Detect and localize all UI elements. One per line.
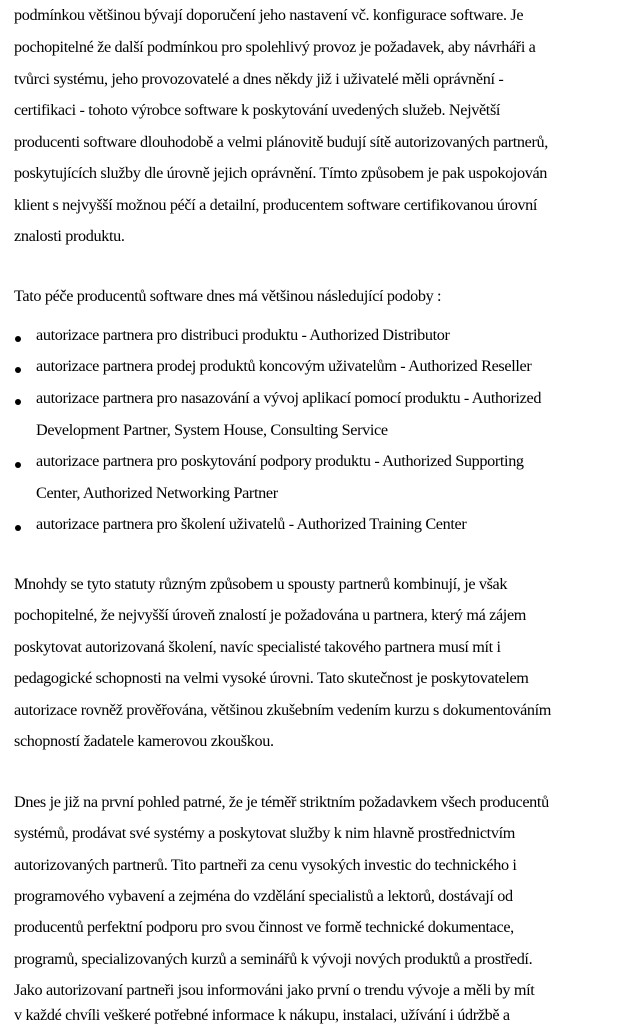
text-line: tvůrci systému, jeho provozovatelé a dnes někdy již i uživatelé měli oprávnění - [14,70,504,88]
text-line: producentů perfektní podporu pro svou činnost ve formě technické dokumentace, [14,918,514,936]
text-line: pochopitelné že další podmínkou pro spolehlivý provoz je požadavek, aby návrháři a [14,38,536,56]
list-item: autorizace partnera prodej produktů koncovým uživatelům - Authorized Reseller [36,357,532,375]
text-line: Mnohdy se tyto statuty různým způsobem u spousty partnerů kombinují, je však [14,575,508,593]
text-line: pedagogické schopnosti na velmi vysoké úrovni. Tato skutečnost je poskytovatelem [14,669,529,687]
list-item: autorizace partnera pro distribuci produktu - Authorized Distributor [36,326,450,344]
text-line: certifikaci - tohoto výrobce software k poskytování uvedených služeb. Největší [14,101,501,119]
text-line: Dnes je již na první pohled patrné, že je téměř striktním požadavkem všech producentů [14,793,549,811]
text-line: pochopitelné, že nejvyšší úroveň znalostí je požadována u partnera, který má zájem [14,606,527,624]
text-line: v každé chvíli veškeré potřebné informace k nákupu, instalaci, užívání i údržbě a [14,1006,510,1024]
bullet-icon [15,367,21,373]
text-line: systémů, prodávat své systémy a poskytovat služby k nim hlavně prostřednictvím [14,824,515,842]
bullet-icon [15,336,21,342]
text-line: autorizovaných partnerů. Tito partneři za cenu vysokých investic do technického i [14,856,517,874]
text-line: Tato péče producentů software dnes má většinou následující podoby : [14,287,442,305]
bullet-icon [15,399,21,405]
list-item: autorizace partnera pro nasazování a vývoj aplikací pomocí produktu - Authorized [36,389,542,407]
text-line: programů, specializovaných kurzů a seminářů k vývoji nových produktů a prostředí. [14,950,533,968]
text-line: schopností žadatele kamerovou zkouškou. [14,732,274,750]
text-line: podmínkou většinou bývají doporučení jeho nastavení vč. konfigurace software. Je [14,6,524,24]
bullet-icon [15,525,21,531]
text-line: programového vybavení a zejména do vzdělání specialistů a lektorů, dostávají od [14,887,513,905]
list-item-continuation: Center, Authorized Networking Partner [36,484,278,502]
text-line: poskytujících služby dle úrovně jejich oprávnění. Tímto způsobem je pak uspokojován [14,164,548,182]
bullet-icon [15,462,21,468]
list-item: autorizace partnera pro poskytování podpory produktu - Authorized Supporting [36,452,524,470]
text-line: poskytovat autorizovaná školení, navíc specialisté takového partnera musí mít i [14,638,501,656]
text-line: producenti software dlouhodobě a velmi plánovitě budují sítě autorizovaných partnerů, [14,133,548,151]
text-line: autorizace rovněž prověřována, většinou zkušebním vedením kurzu s dokumentováním [14,701,552,719]
text-line: klient s nejvyšší možnou péčí a detailní, producentem software certifikovanou úrovní [14,196,538,214]
list-item-continuation: Development Partner, System House, Consulting Service [36,421,388,439]
text-line: znalosti produktu. [14,227,125,245]
list-item: autorizace partnera pro školení uživatelů - Authorized Training Center [36,515,467,533]
text-line: Jako autorizovaní partneři jsou informováni jako první o trendu vývoje a měli by mít [14,981,535,999]
